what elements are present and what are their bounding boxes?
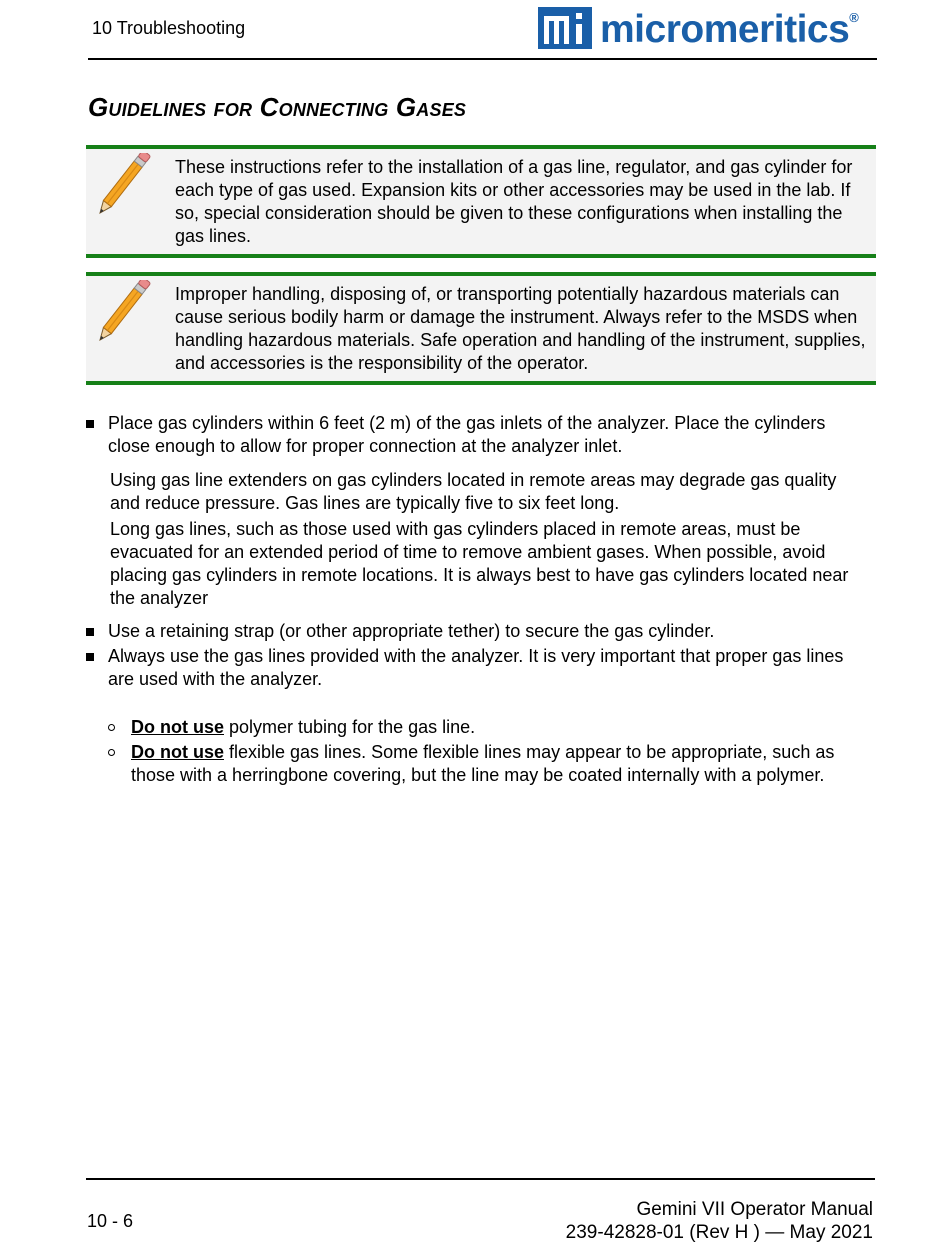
sub-list-body: flexible gas lines. Some flexible lines may appear to be appropriate, such as those with a herringbone covering, but the line may be coated internally with a polymer.	[131, 742, 835, 785]
footer-document-info	[566, 1198, 873, 1244]
registered-mark: ®	[849, 10, 859, 25]
footer-doc-number: 239-42828-01 (Rev H ) — May 2021	[565, 1222, 873, 1243]
note-box	[86, 272, 876, 385]
bullet-square-icon	[86, 653, 94, 661]
sub-list-item-text	[131, 716, 866, 739]
list-item-text: Place gas cylinders within 6 feet (2 m) of the gas inlets of the analyzer. Place the cylinders close enough to allow for proper connection at the analyzer inlet.	[108, 413, 826, 456]
header-chapter-label: 10 Troubleshooting	[92, 18, 246, 38]
micromeritics-logo	[538, 7, 858, 51]
emphasis-text: Do not use	[131, 742, 224, 762]
sub-list-item-text	[131, 741, 866, 787]
footer-divider	[86, 1178, 875, 1180]
pencil-icon	[92, 280, 152, 346]
sub-list-body: polymer tubing for the gas line.	[224, 717, 476, 737]
page-title: Guidelines for Connecting Gases	[88, 92, 467, 122]
note-text: These instructions refer to the installation of a gas line, regulator, and gas cylinder for each type of gas used. Expansion kits or other accessories may be used in the lab. If so, special consideration should be given to these configurations when installing the gas lines.	[175, 157, 853, 246]
paragraph: Using gas line extenders on gas cylinders located in remote areas may degrade gas quality and reduce pressure. Gas lines are typically five to six feet long.	[110, 470, 837, 513]
list-item-text: Use a retaining strap (or other appropriate tether) to secure the gas cylinder.	[108, 621, 715, 641]
footer-manual-title: Gemini VII Operator Manual	[636, 1199, 873, 1220]
micromeritics-mi-logo-icon	[538, 7, 592, 49]
bullet-square-icon	[86, 420, 94, 428]
list-item-text: Always use the gas lines provided with the analyzer. It is very important that proper gas lines are used with the analyzer.	[108, 646, 844, 689]
header-divider	[88, 58, 877, 60]
bullet-circle-icon	[108, 724, 115, 731]
note-text: Improper handling, disposing of, or transporting potentially hazardous materials can cause serious bodily harm or damage the instrument. Always refer to the MSDS when handling hazardous materials. Safe operation and handling of the instrument, supplies, and accessories is the responsibility of the operator.	[175, 284, 866, 373]
bullet-square-icon	[86, 628, 94, 636]
note-box	[86, 145, 876, 258]
footer-page-number: 10 - 6	[87, 1211, 134, 1231]
pencil-icon	[92, 153, 152, 219]
paragraph: Long gas lines, such as those used with gas cylinders placed in remote areas, must be evacuated for an extended period of time to remove ambient gases. When possible, avoid placing gas cylinders in remote locations. It is always best to have gas cylinders located near the analyzer	[110, 519, 849, 608]
bullet-circle-icon	[108, 749, 115, 756]
emphasis-text: Do not use	[131, 717, 224, 737]
logo-wordmark: micromeritics®	[600, 8, 859, 51]
